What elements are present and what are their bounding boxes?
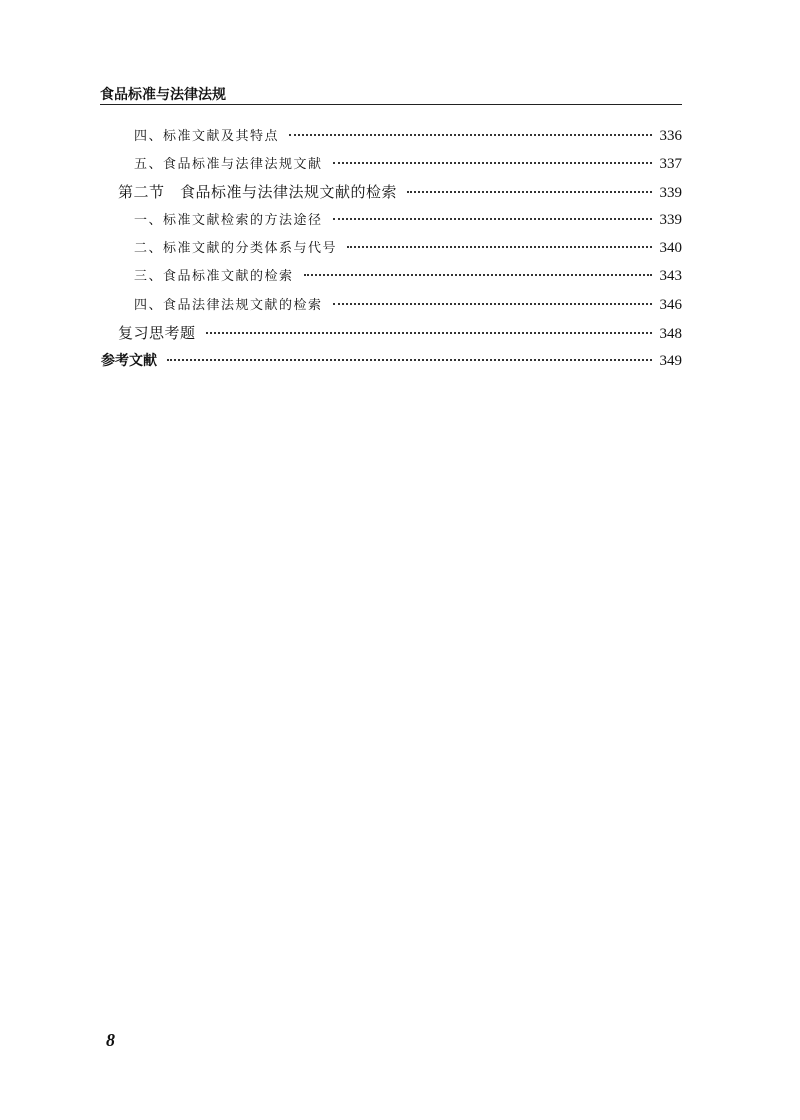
dot-leader	[289, 134, 651, 136]
toc-entry-page: 346	[659, 297, 682, 313]
page-number: 8	[106, 1030, 115, 1050]
toc-entry-page: 349	[659, 353, 682, 369]
dot-leader	[304, 274, 652, 276]
toc-entry[interactable]	[134, 265, 682, 287]
header-rule	[100, 104, 682, 105]
dot-leader	[347, 246, 651, 248]
toc-entry[interactable]	[134, 237, 682, 259]
toc-entry-page: 336	[659, 128, 682, 144]
toc-entry[interactable]	[101, 350, 682, 372]
toc-entry-title: 五、食品标准与法律法规文献	[134, 157, 323, 172]
toc-entry-title: 四、标准文献及其特点	[134, 129, 280, 144]
toc-entry-title: 复习思考题	[118, 324, 196, 342]
dot-leader	[407, 191, 651, 193]
toc-entry[interactable]	[118, 322, 682, 344]
toc-entry-title: 一、标准文献检索的方法途径	[134, 213, 323, 228]
toc-entry-page: 340	[659, 240, 682, 256]
dot-leader	[206, 332, 652, 334]
dot-leader	[167, 359, 652, 361]
toc-entry-title: 三、食品标准文献的检索	[134, 269, 294, 284]
toc-entry-title: 第二节 食品标准与法律法规文献的检索	[118, 183, 398, 201]
dot-leader	[333, 162, 652, 164]
toc-entry[interactable]	[118, 181, 682, 203]
toc-entry-title: 参考文献	[101, 353, 157, 369]
toc-entry-title: 二、标准文献的分类体系与代号	[134, 241, 338, 256]
toc-entry-page: 343	[659, 268, 682, 284]
toc-entry-title: 四、食品法律法规文献的检索	[134, 298, 323, 313]
toc-entry-page: 348	[659, 326, 682, 342]
toc-entry-page: 337	[659, 156, 682, 172]
toc-entry[interactable]	[134, 125, 682, 147]
running-head: 食品标准与法律法规	[100, 87, 226, 103]
toc-entry-page: 339	[659, 185, 682, 201]
dot-leader	[333, 218, 652, 220]
toc-entry[interactable]	[134, 209, 682, 231]
toc-entry-page: 339	[659, 212, 682, 228]
toc-entry[interactable]	[134, 294, 682, 316]
dot-leader	[333, 303, 652, 305]
toc-entry[interactable]	[134, 153, 682, 175]
